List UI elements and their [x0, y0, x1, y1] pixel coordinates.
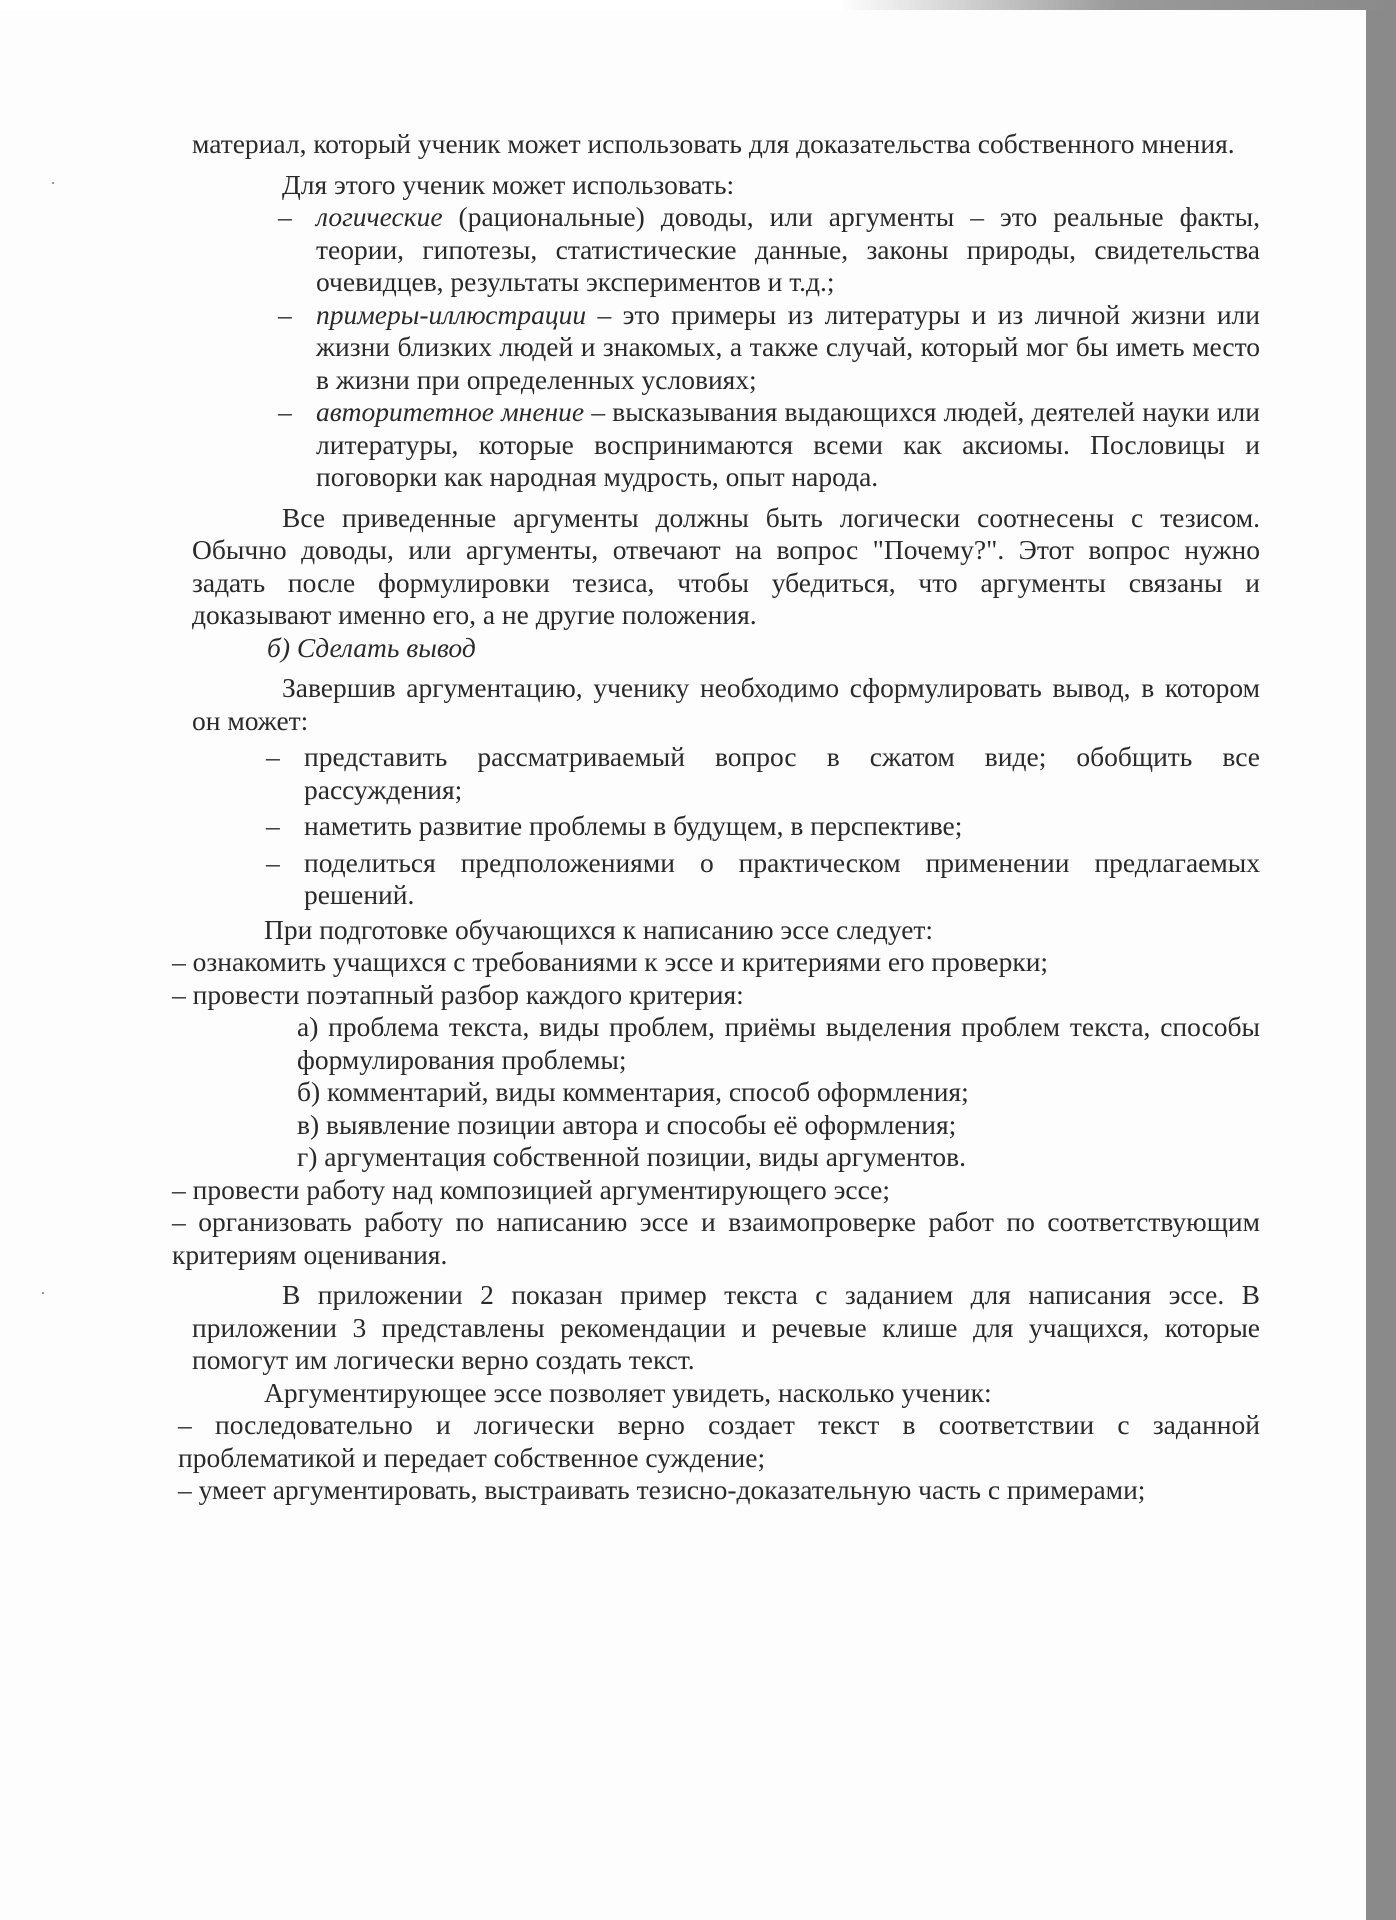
definition: (рациональные) доводы, или аргументы – это реальные факты, теории, гипотезы, статистические данные, законы природы, свидетельства очевидцев, результаты экспериментов и т.д.;: [316, 201, 1260, 297]
paragraph-arguments: Все приведенные аргументы должны быть логически соотнесены с тезисом. Обычно доводы, или аргументы, отвечают на вопрос "Почему?". Этот вопрос нужно задать после формулировки тезиса, чтобы убедиться, что аргументы связаны и доказывают именно его, а не другие положения.: [192, 501, 1260, 630]
dash-bullet: –: [266, 846, 280, 878]
list-item: – провести поэтапный разбор каждого критерия:: [172, 978, 744, 1010]
scan-speck: [52, 182, 54, 184]
list-item: [192, 299, 1260, 397]
criterion-item: в) выявление позиции автора и способы её оформления;: [297, 1108, 957, 1140]
list-item: – организовать работу по написанию эссе и взаимопроверке работ по соответствующим критериям оценивания.: [172, 1206, 1260, 1270]
list-item: – умеет аргументировать, выстраивать тезисно-доказательную часть с примерами;: [178, 1474, 1146, 1505]
definition: – высказывания выдающихся людей, деятелей науки или литературы, которые воспринимаются всеми как аксиомы. Пословицы и поговорки как народная мудрость, опыт народа.: [316, 396, 1260, 492]
term: авторитетное мнение: [316, 396, 585, 427]
section-heading: б) Сделать вывод: [267, 631, 476, 663]
list-item: [192, 201, 1260, 299]
paragraph-continuation: материал, который ученик может использовать для доказательства собственного мнения.: [192, 128, 1235, 159]
criterion-item: б) комментарий, виды комментария, способ оформления;: [297, 1076, 969, 1107]
dash-bullet: –: [278, 201, 292, 232]
scan-top-edge: [0, 0, 1396, 10]
list-item: [192, 741, 1260, 806]
dash-bullet: –: [266, 810, 280, 841]
criterion-item: г) аргументация собственной позиции, виды аргументов.: [297, 1141, 966, 1172]
conclusion-list: [192, 741, 1260, 912]
list-item: – последовательно и логически верно создает текст в соответствии с заданной проблематикой и передает собственное суждение;: [178, 1409, 1260, 1473]
preparation-list: [172, 946, 1260, 1271]
list-item: – ознакомить учащихся с требованиями к эссе и критериями его проверки;: [172, 946, 1049, 977]
term: примеры-иллюстрации: [316, 298, 587, 330]
paragraph-essay-shows: Аргументирующее эссе позволяет увидеть, насколько ученик:: [264, 1376, 992, 1408]
dash-bullet: –: [266, 741, 280, 772]
skills-list: [178, 1409, 1260, 1507]
dash-bullet: –: [278, 396, 292, 427]
criterion-item: а) проблема текста, виды проблем, приёмы выделения проблем текста, способы формулирования проблемы;: [297, 1011, 1260, 1075]
dash-bullet: –: [278, 298, 292, 330]
term: логические: [316, 201, 443, 232]
list-item-text: представить рассматриваемый вопрос в сжатом виде; обобщить все рассуждения;: [304, 741, 1260, 805]
definition: – это примеры из литературы и из личной жизни или жизни близких людей и знакомых, а также случай, который мог бы иметь место в жизни при определенных условиях;: [316, 298, 1260, 395]
paragraph-preparation: При подготовке обучающихся к написанию эссе следует:: [264, 913, 934, 945]
document-body: [172, 128, 1260, 1507]
criteria-list: [172, 1011, 1260, 1174]
list-item: [192, 847, 1260, 912]
list-item-text: наметить развитие проблемы в будущем, в перспективе;: [304, 810, 963, 841]
scan-speck: [42, 1292, 44, 1294]
paragraph-appendix: В приложении 2 показан пример текста с заданием для написания эссе. В приложении 3 представлены рекомендации и речевые клише для учащихся, которые помогут им логически верно создать текст.: [192, 1279, 1260, 1375]
paragraph-intro: Для этого ученик может использовать:: [282, 168, 735, 200]
list-item-text: поделиться предположениями о практическом применении предлагаемых решений.: [304, 846, 1260, 910]
paragraph-conclusion: Завершив аргументацию, ученику необходимо сформулировать вывод, в котором он может:: [192, 672, 1260, 736]
list-item: [192, 396, 1260, 494]
list-item: – провести работу над композицией аргументирующего эссе;: [172, 1173, 891, 1205]
argument-types-list: [192, 201, 1260, 494]
list-item: [192, 810, 1260, 843]
